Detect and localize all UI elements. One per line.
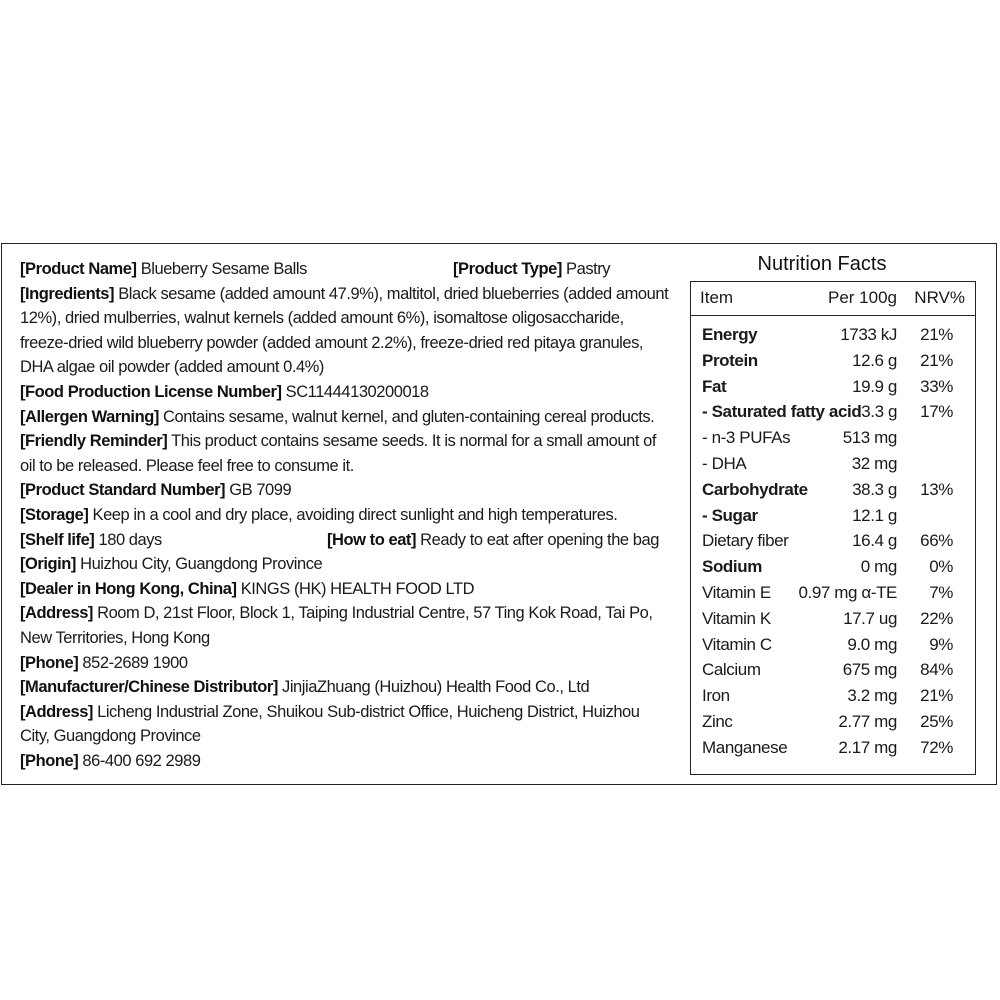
nutrient-name: - Saturated fatty acid <box>702 402 862 422</box>
nutrient-nrv: 13% <box>920 479 953 499</box>
storage-line <box>20 503 670 528</box>
nutrition-row <box>691 325 975 351</box>
nutrition-row <box>691 480 975 506</box>
product-info <box>20 257 670 773</box>
ingredients-line <box>20 282 670 380</box>
dealer-phone-label: [Phone] <box>20 653 79 672</box>
standard-value: GB 7099 <box>225 481 292 500</box>
dealer-line <box>20 577 670 602</box>
origin-label: [Origin] <box>20 555 76 574</box>
nutrient-name: Energy <box>702 325 758 344</box>
nutrient-amount: 16.4 g <box>852 531 897 551</box>
nutrient-nrv: 72% <box>920 737 953 757</box>
nutrient-amount: 19.9 g <box>852 376 897 396</box>
manufacturer-phone-label: [Phone] <box>20 751 79 770</box>
dealer-address-line <box>20 601 670 650</box>
reminder-line <box>20 429 670 478</box>
reminder-value: This product contains sesame seeds. It is normal for a small amount of oil to be released. Please feel free to consume it. <box>20 432 656 475</box>
nutrient-name: - Sugar <box>702 505 758 525</box>
nutrient-nrv: 21% <box>920 686 953 706</box>
manufacturer-address-label: [Address] <box>20 702 93 721</box>
nutrition-row <box>691 712 975 738</box>
nutrient-amount: 12.1 g <box>852 505 897 525</box>
nutrition-row <box>691 351 975 377</box>
standard-line <box>20 478 670 503</box>
nutrient-amount: 0 mg <box>860 557 897 577</box>
storage-label: [Storage] <box>20 505 89 524</box>
header-nrv: NRV% <box>914 288 965 307</box>
product-name-line <box>20 257 670 282</box>
nutrient-amount: 12.6 g <box>852 350 897 370</box>
nutrient-nrv: 22% <box>920 608 953 628</box>
how-to-eat-value: Ready to eat after opening the bag <box>416 530 659 549</box>
nutrient-name: Carbohydrate <box>702 479 808 499</box>
header-item: Item <box>700 288 734 307</box>
license-label: [Food Production License Number] <box>20 382 282 401</box>
nutrient-amount: 3.2 mg <box>847 686 897 706</box>
license-value: SC11444130200018 <box>281 382 429 401</box>
nutrition-table-header <box>691 282 975 316</box>
nutrition-row <box>691 402 975 428</box>
nutrition-row <box>691 428 975 454</box>
nutrient-name: Zinc <box>702 711 733 731</box>
nutrition-row <box>691 506 975 532</box>
origin-value: Huizhou City, Guangdong Province <box>75 555 323 574</box>
product-name-value: Blueberry Sesame Balls <box>136 260 307 278</box>
manufacturer-address-line <box>20 700 670 749</box>
dealer-phone-line <box>20 651 670 676</box>
dealer-phone-value: 852-2689 1900 <box>78 653 188 672</box>
nutrient-nrv: 21% <box>920 350 953 370</box>
product-type-label: [Product Type] <box>453 260 562 278</box>
nutrient-amount: 2.17 mg <box>838 737 897 757</box>
manufacturer-phone-value: 86-400 692 2989 <box>78 751 201 770</box>
shelf-life-line <box>20 528 670 553</box>
nutrition-row <box>691 738 975 764</box>
nutrient-amount: 9.0 mg <box>847 634 897 654</box>
origin-line <box>20 552 670 577</box>
nutrient-amount: 17.7 ug <box>843 608 897 628</box>
manufacturer-label: [Manufacturer/Chinese Distributor] <box>20 678 278 697</box>
nutrient-nrv: 33% <box>920 376 953 396</box>
nutrient-name: Vitamin E <box>702 582 771 602</box>
nutrient-nrv: 17% <box>920 402 953 422</box>
nutrition-row <box>691 660 975 686</box>
nutrient-amount: 0.97 mg α-TE <box>798 582 897 602</box>
nutrient-name: Fat <box>702 376 727 396</box>
manufacturer-value: JinjiaZhuang (Huizhou) Health Food Co., Ltd <box>277 678 590 697</box>
nutrient-name: Dietary fiber <box>702 531 789 551</box>
storage-value: Keep in a cool and dry place, avoiding direct sunlight and high temperatures. <box>88 505 618 524</box>
nutrient-name: - n-3 PUFAs <box>702 428 791 448</box>
ingredients-value: Black sesame (added amount 47.9%), maltitol, dried blueberries (added amount 12%), dried mulberries, walnut kernels (added amount 6%), isomaltose oligosaccharide, freeze-dried wild blueberry powder (added amount 2.2%), freeze-dried red pitaya granules, DHA algae oil powder (added amount 0.4%) <box>20 284 669 377</box>
nutrient-nrv: 0% <box>929 557 953 577</box>
nutrient-name: Iron <box>702 686 730 706</box>
shelf-life-value: 180 days <box>94 530 162 549</box>
nutrition-facts-title: Nutrition Facts <box>757 253 887 275</box>
nutrient-nrv: 25% <box>920 711 953 731</box>
manufacturer-line <box>20 675 670 700</box>
dealer-label: [Dealer in Hong Kong, China] <box>20 579 237 598</box>
product-type-group <box>453 257 610 282</box>
nutrition-row <box>691 635 975 661</box>
nutrient-name: Manganese <box>702 737 788 757</box>
nutrient-nrv: 7% <box>929 582 953 602</box>
nutrition-row <box>691 531 975 557</box>
reminder-label: [Friendly Reminder] <box>20 432 168 451</box>
nutrient-amount: 675 mg <box>842 660 897 680</box>
nutrient-name: - DHA <box>702 453 747 473</box>
nutrition-row <box>691 377 975 403</box>
license-line <box>20 380 670 405</box>
how-to-eat-label: [How to eat] <box>327 530 417 549</box>
dealer-value: KINGS (HK) HEALTH FOOD LTD <box>236 579 475 598</box>
nutrient-name: Calcium <box>702 660 761 680</box>
allergen-label: [Allergen Warning] <box>20 407 159 426</box>
nutrition-row <box>691 454 975 480</box>
allergen-line <box>20 405 670 430</box>
product-type-value: Pastry <box>561 260 611 278</box>
nutrient-amount: 32 mg <box>851 453 897 473</box>
nutrition-row <box>691 583 975 609</box>
nutrient-name: Vitamin C <box>702 634 772 654</box>
nutrient-nrv: 84% <box>920 660 953 680</box>
nutrition-row <box>691 609 975 635</box>
shelf-life-label: [Shelf life] <box>20 530 95 549</box>
nutrient-nrv: 21% <box>920 325 953 344</box>
ingredients-label: [Ingredients] <box>20 284 115 303</box>
nutrient-name: Protein <box>702 350 758 370</box>
standard-label: [Product Standard Number] <box>20 481 226 500</box>
nutrition-row <box>691 557 975 583</box>
product-name-label: [Product Name] <box>20 260 137 278</box>
nutrient-amount: 2.77 mg <box>838 711 897 731</box>
dealer-address-value: Room D, 21st Floor, Block 1, Taiping Industrial Centre, 57 Ting Kok Road, Tai Po, New Territories, Hong Kong <box>20 604 653 647</box>
manufacturer-address-value: Licheng Industrial Zone, Shuikou Sub-district Office, Huicheng District, Huizhou City, Guangdong Province <box>20 702 640 746</box>
nutrient-amount: 38.3 g <box>852 479 897 499</box>
how-to-eat-group <box>327 528 659 553</box>
nutrient-nrv: 9% <box>929 634 953 654</box>
dealer-address-label: [Address] <box>20 604 93 623</box>
nutrition-row <box>691 686 975 712</box>
nutrient-nrv: 66% <box>920 531 953 551</box>
allergen-value: Contains sesame, walnut kernel, and gluten-containing cereal products. <box>158 407 655 426</box>
nutrition-rows <box>691 325 975 764</box>
nutrient-amount: 513 mg <box>842 428 897 448</box>
nutrient-amount: 3.3 g <box>861 402 897 422</box>
header-per-100g: Per 100g <box>828 288 897 307</box>
nutrient-amount: 1733 kJ <box>840 325 897 344</box>
manufacturer-phone-line <box>20 749 670 774</box>
nutrient-name: Sodium <box>702 557 762 577</box>
nutrient-name: Vitamin K <box>702 608 771 628</box>
nutrition-table <box>690 281 976 775</box>
